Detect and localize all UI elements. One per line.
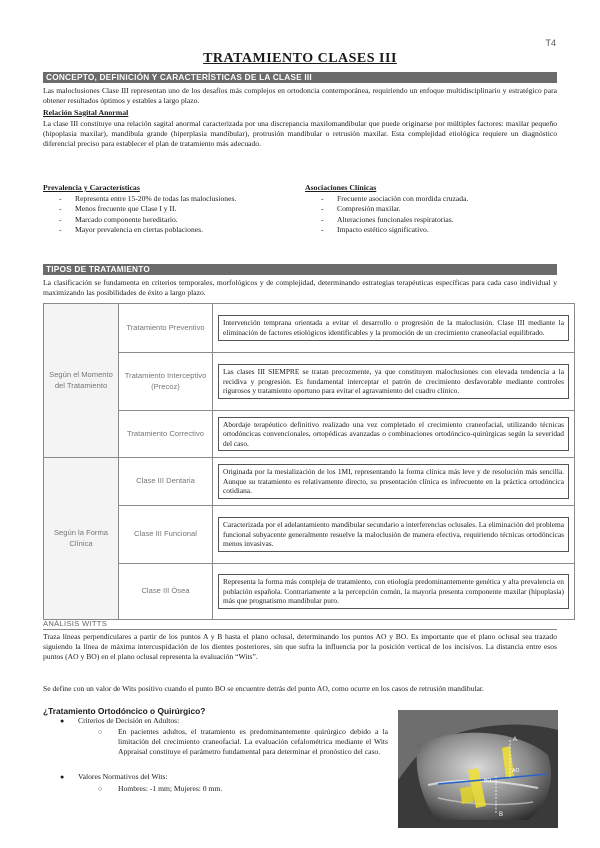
type-osea: Clase III Ósea [119, 564, 213, 620]
intro-paragraph: Las maloclusiones Clase III representan uno de los desafíos más complejos en ortodoncia contemporánea, requiriendo un enfoque multidisciplinario y estratégico para obtener resultados óptimos y estables a largo plazo. [43, 86, 557, 106]
criterios-label: Criterios de Decisión en Adultos: [78, 716, 180, 725]
label-a: A [513, 737, 518, 743]
desc-interceptivo: Las clases III SIEMPRE se tratan precozmente, ya que constituyen maloclusiones con elevada tendencia a la recidiva y progresión. Es fundamental interceptar el patrón de crecimiento desfavorable mediante controles rigurosos y tratamiento oportuno para evitar el agravamiento del cuadro clínico. [218, 364, 569, 399]
list-item: - Compresión maxilar. [305, 204, 557, 214]
type-correctivo: Tratamiento Correctivo [119, 411, 213, 458]
table-row [44, 564, 575, 620]
desc-osea: Representa la forma más compleja de tratamiento, con etiología predominantemente genética y alta prevalencia en población española. Contrariamente a la percepción común, la mayoría presenta componente maxilar (hipoplasia) más que prognatismo mandibular puro. [218, 574, 569, 609]
page-title: TRATAMIENTO CLASES III [203, 51, 397, 66]
list-item: - Frecuente asociación con mordida cruzada. [305, 194, 557, 204]
valores-text: Hombres: -1 mm; Mujeres: 0 mm. [118, 784, 223, 793]
tipos-tratamiento-table [43, 303, 575, 620]
asociaciones-list [305, 194, 557, 235]
prevalencia-column [43, 183, 288, 235]
table-row [44, 353, 575, 411]
desc-dentaria: Originada por la mesialización de los 1MI, representando la forma clínica más leve y de resolución más sencilla. Aunque su tratamiento es relativamente directo, su presentación clínica es infrecuente en la práctica ortodóncica cotidiana. [218, 464, 569, 499]
page-code: T4 [545, 38, 556, 48]
list-item: - Alteraciones funcionales respiratorias. [305, 215, 557, 225]
bullet-dot-icon: ● [60, 717, 65, 725]
table-row [44, 411, 575, 458]
group-momento: Según el Momento del Tratamiento [44, 304, 119, 458]
criterios-text: En pacientes adultos, el tratamiento es predominantemente quirúrgico debido a la limitación del crecimiento craneofacial. La evaluación cefalométrica mediante el Wits Appraisal constituye el parámetro fundamental para determinar el pronóstico del caso. [118, 727, 388, 757]
witts-paragraph-2: Se define con un valor de Wits positivo cuando el punto BO se encuentre detrás del punto AO, como ocurre en los casos de retrusión mandibular. [43, 684, 484, 693]
desc-preventivo: Intervención temprana orientada a evitar el desarrollo o progresión de la maloclusión. Clase III mediante la eliminación de factores etiológicos identificables y la promoción de un crecimiento craneofacial equilibrado. [218, 315, 569, 340]
relacion-sagital-paragraph: La clase III constituye una relación sagital anormal caracterizada por una discrepancia maxilomandibular que puede originarse por múltiples factores: maxilar pequeño (hipoplasia maxilar), mandíbula grande (hiperplasia mandibular), protrusión mandibular o retrusión maxilar. Esta complejidad etiológica requiere un diagnóstico diferencial preciso para establecer el plan de tratamiento más adecuado. [43, 119, 557, 149]
list-item: - Impacto estético significativo. [305, 225, 557, 235]
list-item: - Mayor prevalencia en ciertas poblaciones. [43, 225, 288, 235]
prevalencia-heading: Prevalencia y Características [43, 183, 140, 192]
analisis-witts-heading: ANÁLISIS WITTS [43, 619, 557, 630]
table-row [44, 304, 575, 353]
label-b: B [499, 812, 504, 818]
valores-label: Valores Normativos del Wits: [78, 772, 168, 781]
tipos-intro-paragraph: La clasificación se fundamenta en criterios temporales, morfológicos y de complejidad, determinando estrategias terapéuticas específicas para cada caso individual y maximizando las posibilidades de éxito a largo plazo. [43, 278, 557, 298]
section-bar-tipos: TIPOS DE TRATAMIENTO [43, 264, 557, 275]
label-ao: AO [512, 768, 520, 774]
witts-paragraph-1: Traza líneas perpendiculares a partir de los puntos A y B hasta el plano oclusal, determinando los puntos AO y BO. Es importante que el plano oclusal sea trazado siguiendo la línea de máxima intercuspidación de los dientes posteriores, sin que sufra la influencia por la posición vertical de los incisivos. La distancia entre esos puntos (AO y BO) en el plano oclusal representa la evaluación “Wits”. [43, 632, 557, 662]
type-preventivo: Tratamiento Preventivo [119, 304, 213, 353]
table-row [44, 458, 575, 506]
list-item: - Menos frecuente que Clase I y II. [43, 204, 288, 214]
asociaciones-column [305, 183, 557, 235]
type-funcional: Clase III Funcional [119, 506, 213, 564]
type-interceptivo: Tratamiento Interceptivo (Precoz) [119, 353, 213, 411]
prevalencia-list [43, 194, 288, 235]
table-row [44, 506, 575, 564]
desc-correctivo: Abordaje terapéutico definitivo realizado una vez completado el crecimiento craneofacial, utilizando técnicas ortodóncicas convencionales, ortopédicas avanzadas o combinaciones ortodóncico-quirúrgicas según la severidad del caso. [218, 417, 569, 452]
cephalometric-xray-image [398, 710, 558, 828]
label-bo: BO [484, 778, 492, 784]
bullet-circle-icon: ○ [98, 728, 103, 736]
desc-funcional: Caracterizada por el adelantamiento mandibular secundario a interferencias oclusales. La eliminación del problema funcional subyacente generalmente resuelve la maloclusión de manera efectiva, requiriendo técnicas ortodóncicas menos invasivas. [218, 517, 569, 552]
bullet-dot-icon: ● [60, 773, 65, 781]
section-bar-concepto: CONCEPTO, DEFINICIÓN Y CARACTERÍSTICAS DE LA CLASE III [43, 72, 557, 83]
asociaciones-heading: Asociaciones Clínicas [305, 183, 377, 192]
group-forma: Según la Forma Clínica [44, 458, 119, 620]
list-item: - Marcado componente hereditario. [43, 215, 288, 225]
decision-heading: ¿Tratamiento Ortodóncico o Quirúrgico? [43, 706, 206, 716]
type-dentaria: Clase III Dentaria [119, 458, 213, 506]
list-item: - Representa entre 15-20% de todas las maloclusiones. [43, 194, 288, 204]
bullet-circle-icon: ○ [98, 785, 103, 793]
relacion-sagital-heading: Relación Sagital Anormal [43, 108, 129, 117]
